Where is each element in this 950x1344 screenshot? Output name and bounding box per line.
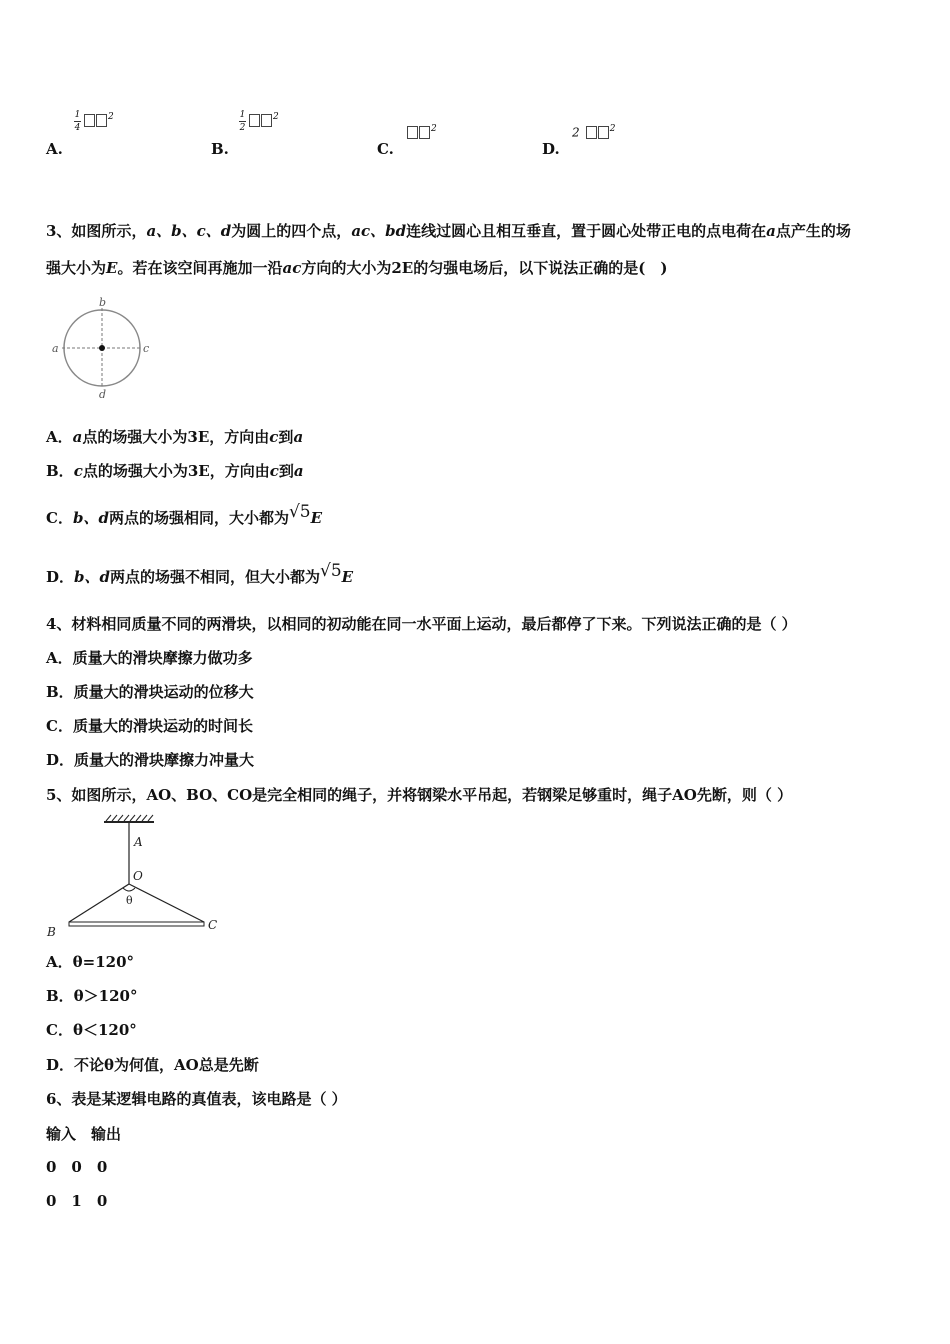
option-label: C. — [377, 140, 394, 158]
option-label: B. — [211, 140, 229, 158]
label-theta: θ — [126, 894, 133, 907]
q4-option-c[interactable]: C．质量大的滑块运动的时间长 — [46, 717, 253, 735]
rope-bo — [69, 884, 129, 922]
q6-table-row: 0 1 0 — [46, 1192, 108, 1210]
rope-co — [129, 884, 204, 922]
missing-glyph-icon — [96, 114, 107, 127]
q6-table-header: 输入 输出 — [46, 1125, 122, 1143]
q5-beam-figure — [44, 812, 234, 942]
q5-option-d[interactable]: D．不论θ为何值，AO总是先断 — [46, 1056, 259, 1074]
option-label: D. — [542, 140, 560, 158]
q5-option-a[interactable]: A．θ=120° — [46, 953, 135, 971]
q5-option-b[interactable]: B．θ＞120° — [46, 987, 138, 1005]
q3-stem-line-2: 强大小为E。若在该空间再施加一沿ac方向的大小为2E的匀强电场后，以下说法正确的是( ) — [46, 259, 668, 277]
missing-glyph-icon — [419, 126, 430, 139]
angle-arc — [123, 888, 135, 891]
fraction: 1 2 — [239, 110, 246, 133]
q4-option-b[interactable]: B．质量大的滑块运动的位移大 — [46, 683, 254, 701]
missing-glyph-icon — [407, 126, 418, 139]
expression: 2 — [249, 112, 280, 128]
missing-glyph-icon — [249, 114, 260, 127]
q4-stem: 4、材料相同质量不同的两滑块，以相同的初动能在同一水平面上运动，最后都停了下来。下列说法正确的是（ ） — [46, 615, 797, 633]
steel-beam — [69, 922, 204, 926]
q3-option-c[interactable]: C．b、d两点的场强相同，大小都为√5E — [46, 502, 323, 527]
missing-glyph-icon — [586, 126, 597, 139]
option-label: A. — [46, 140, 63, 158]
q3-option-b[interactable]: B．c点的场强大小为3E，方向由c到a — [46, 462, 304, 480]
center-charge — [99, 345, 105, 351]
label-d: d — [99, 388, 107, 400]
label-b: b — [99, 296, 107, 309]
q3-option-d[interactable]: D．b、d两点的场强不相同，但大小都为√5E — [46, 561, 354, 586]
q2-option-b[interactable] — [211, 110, 361, 160]
q3-circle-figure — [48, 295, 158, 400]
expression: 2 $^2$ — [572, 124, 617, 140]
sqrt-five: √5 — [320, 561, 342, 581]
q2-option-c[interactable] — [377, 110, 527, 160]
q3-option-a[interactable]: A．a点的场强大小为3E，方向由c到a — [46, 428, 304, 446]
expression: 2 — [84, 112, 115, 128]
fraction: 1 4 — [74, 110, 81, 133]
q6-table-row: 0 0 0 — [46, 1158, 108, 1176]
label-B: B — [47, 925, 56, 939]
label-c: c — [143, 342, 150, 355]
missing-glyph-icon — [84, 114, 95, 127]
q2-option-d[interactable] — [542, 110, 692, 160]
q6-stem: 6、表是某逻辑电路的真值表，该电路是（ ） — [46, 1090, 347, 1108]
q5-option-c[interactable]: C．θ＜120° — [46, 1021, 137, 1039]
q5-stem: 5、如图所示，AO、BO、CO是完全相同的绳子，并将钢梁水平吊起，若钢梁足够重时，绳子AO先断，则（ ） — [46, 786, 793, 804]
q3-stem-line-1: 3、如图所示，a、b、c、d为圆上的四个点，ac、bd连线过圆心且相互垂直，置于圆心处带正电的点电荷在a点产生的场 — [46, 222, 851, 240]
missing-glyph-icon — [261, 114, 272, 127]
q4-option-a[interactable]: A．质量大的滑块摩擦力做功多 — [46, 649, 253, 667]
label-a: a — [52, 342, 59, 355]
label-A: A — [134, 835, 143, 849]
label-C: C — [208, 918, 218, 932]
missing-glyph-icon — [598, 126, 609, 139]
expression: 2 — [407, 124, 438, 140]
sqrt-five: √5 — [288, 502, 311, 522]
label-O: O — [133, 869, 143, 883]
ceiling-hatch — [106, 815, 153, 821]
q2-options — [0, 110, 950, 160]
q2-option-a[interactable] — [46, 110, 196, 160]
q4-option-d[interactable]: D．质量大的滑块摩擦力冲量大 — [46, 751, 255, 769]
